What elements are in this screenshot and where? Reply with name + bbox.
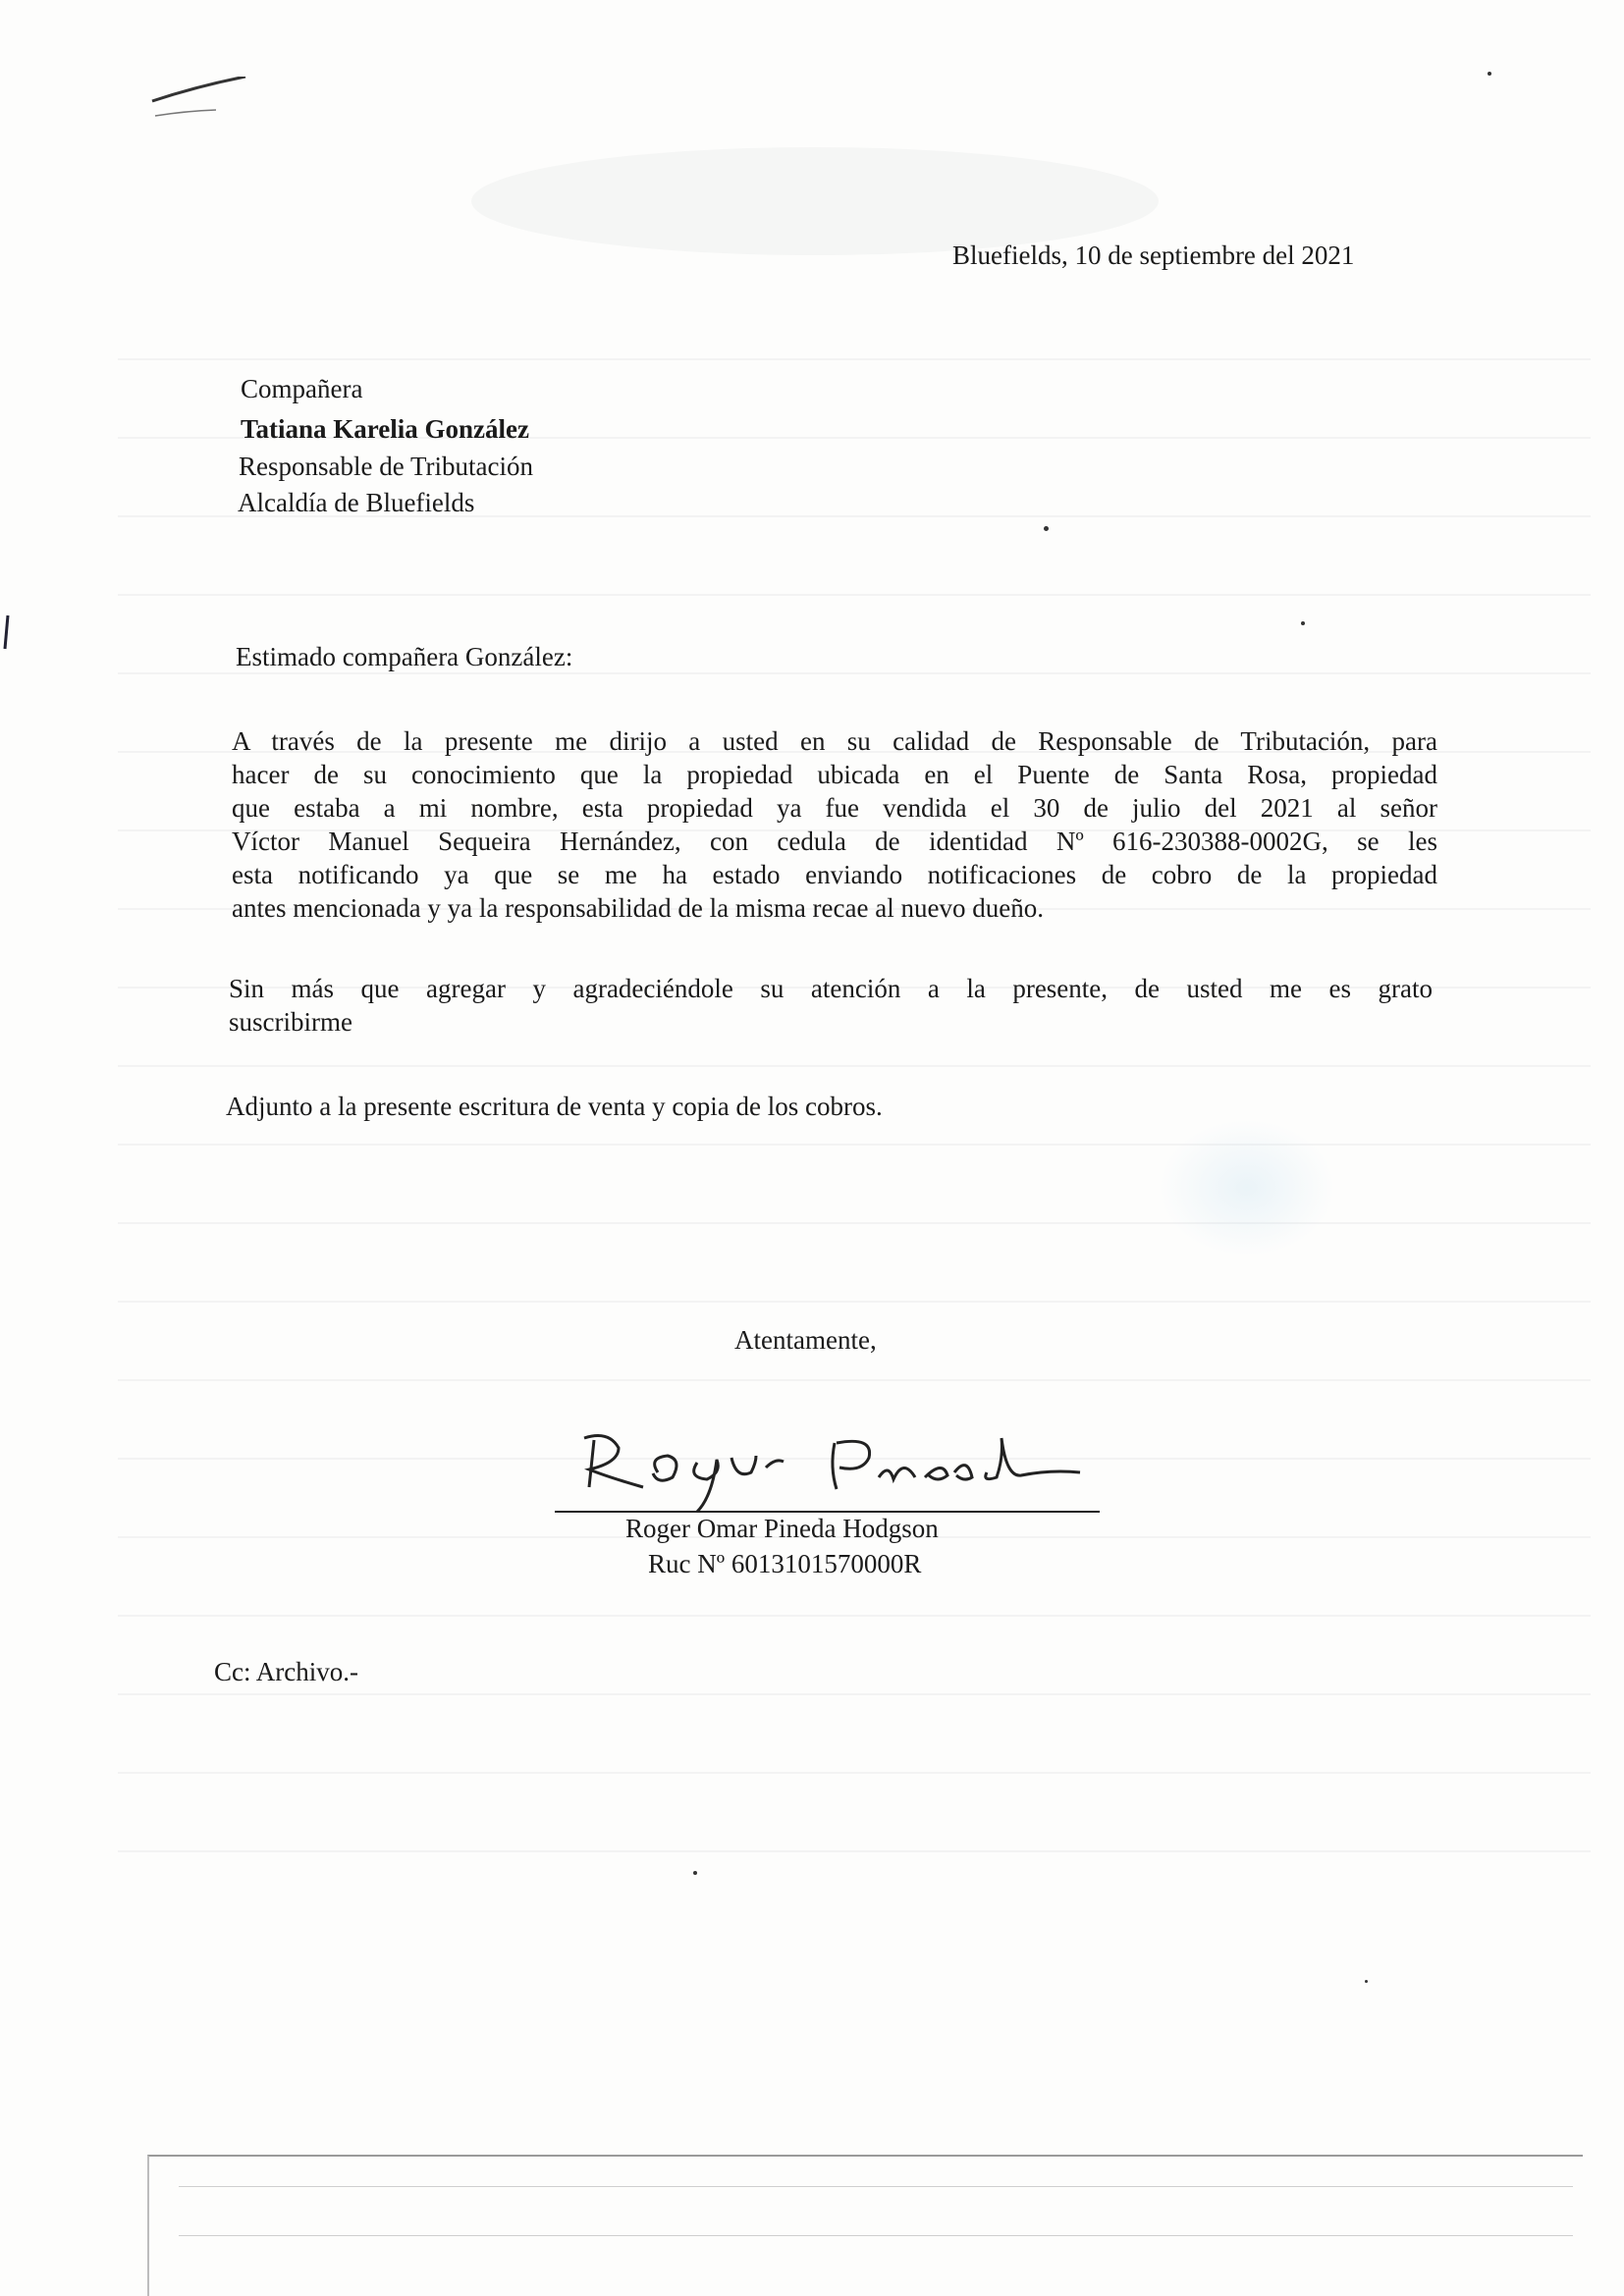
recipient-position: Responsable de Tributación — [239, 452, 533, 481]
recipient-organization: Alcaldía de Bluefields — [238, 488, 475, 517]
paragraph-line: antes mencionada y ya la responsabilidad de la misma recae al nuevo dueño. — [232, 893, 1044, 923]
cc-line: Cc: Archivo.- — [214, 1657, 358, 1686]
greeting: Estimado compañera González: — [236, 642, 573, 671]
handwritten-signature — [550, 1418, 1100, 1517]
paragraph-line: A través de la presente me dirijo a usted en su calidad de Responsable de Tributación, para — [232, 726, 1437, 756]
closing: Atentamente, — [734, 1325, 877, 1355]
underlying-sheet-edge — [147, 2155, 1583, 2296]
paragraph-line: suscribirme — [229, 1007, 352, 1037]
paragraph-line: esta notificando ya que se me ha estado enviando notificaciones de cobro de la propiedad — [232, 860, 1437, 889]
recipient-name: Tatiana Karelia González — [241, 414, 529, 444]
place-date: Bluefields, 10 de septiembre del 2021 — [952, 240, 1355, 270]
signer-name: Roger Omar Pineda Hodgson — [625, 1514, 939, 1543]
edge-mark-icon — [2, 614, 12, 653]
paragraph-line: Sin más que agregar y agradeciéndole su atención a la presente, de usted me es grato — [229, 974, 1433, 1003]
recipient-title: Compañera — [241, 374, 363, 403]
body-paragraph-1 — [232, 724, 1437, 925]
body-paragraph-2 — [229, 972, 1433, 1039]
pen-mark-icon — [147, 77, 255, 126]
signer-ruc: Ruc Nº 6013101570000R — [648, 1549, 922, 1578]
body-paragraph-3: Adjunto a la presente escritura de venta y copia de los cobros. — [226, 1092, 883, 1121]
water-stain — [1159, 1119, 1335, 1256]
paragraph-line: hacer de su conocimiento que la propiedad ubicada en el Puente de Santa Rosa, propiedad — [232, 760, 1437, 789]
paragraph-line: Víctor Manuel Sequeira Hernández, con cedula de identidad Nº 616-230388-0002G, se les — [232, 827, 1437, 856]
paragraph-line: que estaba a mi nombre, esta propiedad ya fue vendida el 30 de julio del 2021 al señor — [232, 793, 1437, 823]
